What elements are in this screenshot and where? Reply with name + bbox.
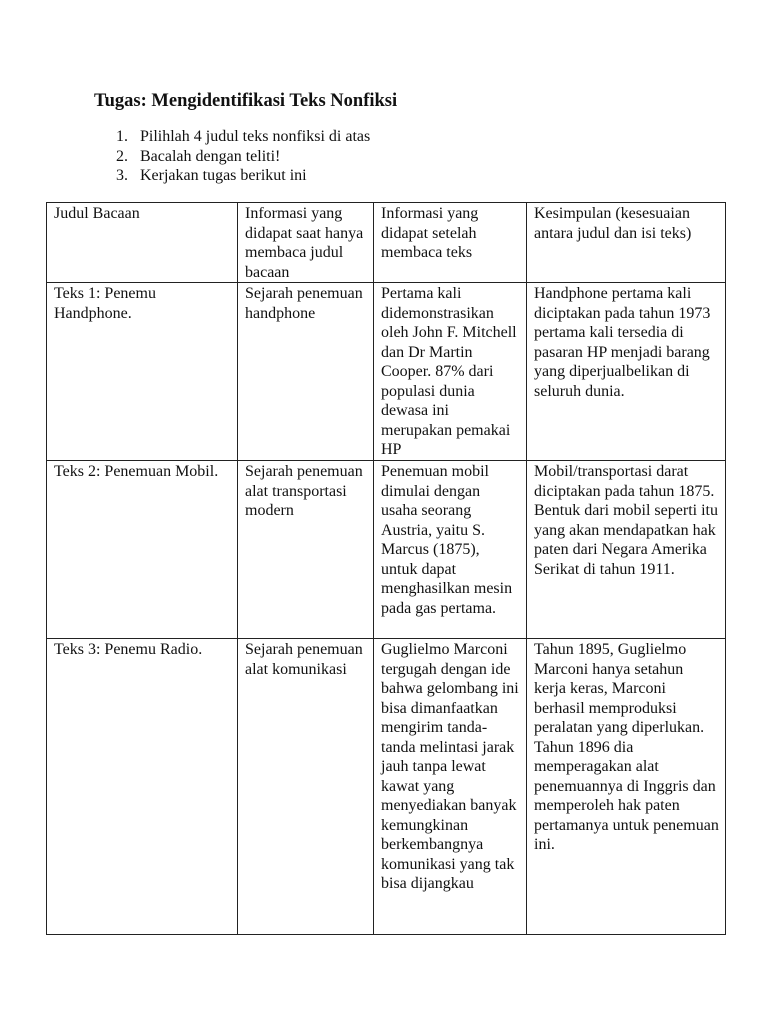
table-row [47, 639, 726, 935]
instruction-number: 1. [116, 128, 128, 145]
cell-info-teks: Penemuan mobil dimulai dengan usaha seorang Austria, yaitu S. Marcus (1875), untuk dapat menghasilkan mesin pada gas pertama. [374, 461, 527, 639]
cell-info-teks: Guglielmo Marconi tergugah dengan ide bahwa gelombang ini bisa dimanfaatkan mengirim tanda-tanda melintasi jarak jauh tanpa lewat kawat yang menyediakan banyak kemungkinan berkembangnya komunikasi yang tak bisa dijangkau [374, 639, 527, 935]
table-row [47, 283, 726, 461]
cell-info-judul: Sejarah penemuan handphone [238, 283, 374, 461]
instruction-number: 2. [116, 147, 128, 165]
header-info-judul: Informasi yang didapat saat hanya membaca judul bacaan [238, 203, 374, 283]
instruction-item [116, 127, 370, 147]
table-row [47, 461, 726, 639]
cell-judul: Teks 3: Penemu Radio. [47, 639, 238, 935]
instruction-item [116, 166, 370, 186]
instruction-text: Pilihlah 4 judul teks nonfiksi di atas [140, 128, 371, 145]
page-title: Tugas: Mengidentifikasi Teks Nonfiksi [94, 91, 398, 111]
instruction-text: Bacalah dengan teliti! [140, 147, 281, 165]
header-kesimpulan: Kesimpulan (kesesuaian antara judul dan isi teks) [527, 203, 726, 283]
cell-info-teks: Pertama kali didemonstrasikan oleh John F. Mitchell dan Dr Martin Cooper. 87% dari populasi dunia dewasa ini merupakan pemakai HP [374, 283, 527, 461]
cell-kesimpulan: Tahun 1895, Guglielmo Marconi hanya setahun kerja keras, Marconi berhasil memproduksi peralatan yang diperlukan. Tahun 1896 dia memperagakan alat penemuannya di Inggris dan memperoleh hak paten pertamanya untuk penemuan ini. [527, 639, 726, 935]
task-table [46, 202, 726, 935]
instruction-number: 3. [116, 167, 128, 184]
cell-judul: Teks 2: Penemuan Mobil. [47, 461, 238, 639]
instruction-text: Kerjakan tugas berikut ini [140, 167, 307, 184]
cell-kesimpulan: Mobil/transportasi darat diciptakan pada tahun 1875. Bentuk dari mobil seperti itu yang akan mendapatkan hak paten dari Negara Amerika Serikat di tahun 1911. [527, 461, 726, 639]
instruction-item [116, 147, 370, 167]
cell-info-judul: Sejarah penemuan alat transportasi modern [238, 461, 374, 639]
cell-kesimpulan: Handphone pertama kali diciptakan pada tahun 1973 pertama kali tersedia di pasaran HP menjadi barang yang diperjualbelikan di seluruh dunia. [527, 283, 726, 461]
cell-info-judul: Sejarah penemuan alat komunikasi [238, 639, 374, 935]
cell-judul: Teks 1: Penemu Handphone. [47, 283, 238, 461]
instruction-list [116, 127, 370, 186]
table-header-row [47, 203, 726, 283]
header-info-teks: Informasi yang didapat setelah membaca teks [374, 203, 527, 283]
header-judul-bacaan: Judul Bacaan [47, 203, 238, 283]
